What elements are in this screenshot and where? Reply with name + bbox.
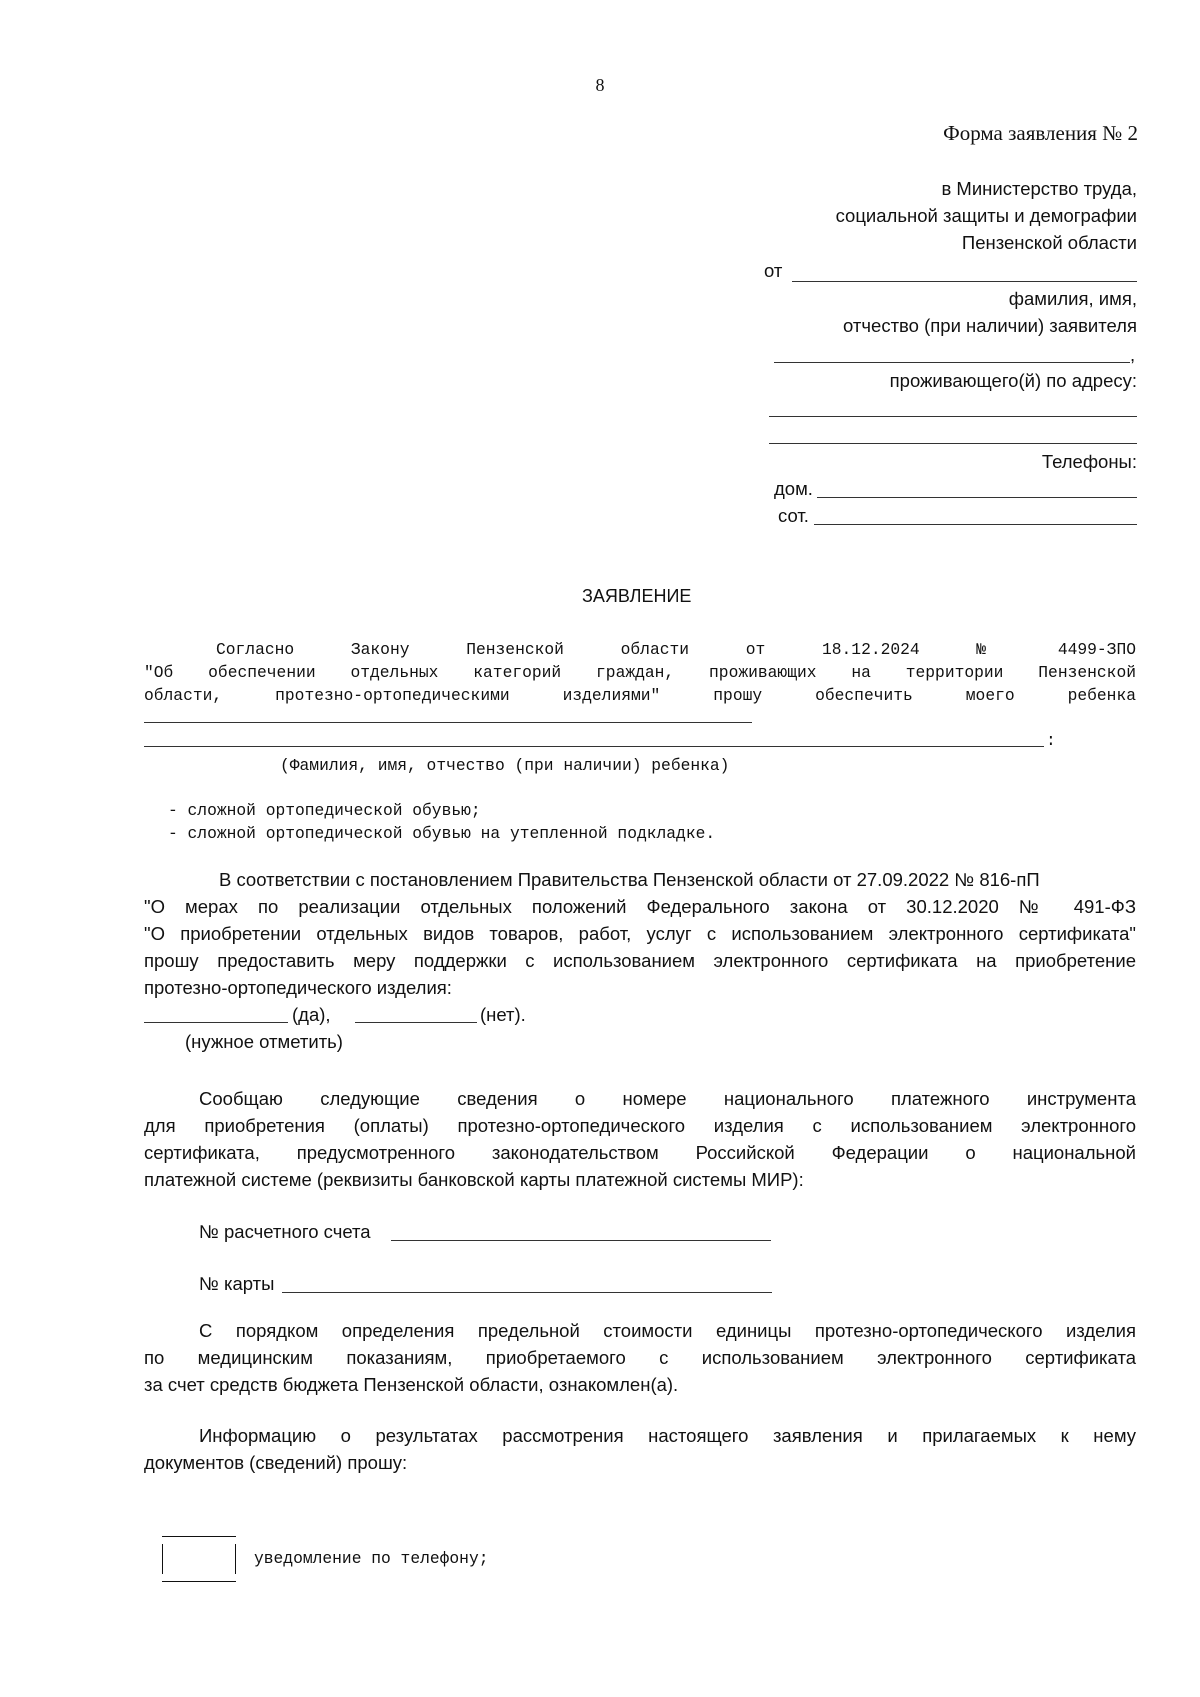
applicant-name-field[interactable] bbox=[792, 281, 1137, 282]
account-label: № расчетного счета bbox=[199, 1221, 371, 1242]
child-name-field-2[interactable] bbox=[144, 746, 1044, 747]
address-field-2[interactable] bbox=[769, 443, 1137, 444]
mobile-phone-label: сот. bbox=[778, 505, 809, 526]
cert-paragraph-line-4: прошу предоставить меру поддержки с использованием электронного сертификата на приобретение bbox=[144, 950, 1136, 971]
page-number: 8 bbox=[595, 75, 605, 95]
fio-label-2: отчество (при наличии) заявителя bbox=[843, 315, 1137, 336]
mobile-phone-field[interactable] bbox=[814, 524, 1137, 525]
payment-paragraph-line-2: для приобретения (оплаты) протезно-ортопедического изделия с использованием электронного bbox=[144, 1115, 1136, 1136]
account-number-field[interactable] bbox=[391, 1240, 771, 1241]
addressee-line-1: в Министерство труда, bbox=[941, 178, 1137, 199]
address-label: проживающего(й) по адресу: bbox=[889, 370, 1137, 391]
card-number-field[interactable] bbox=[282, 1292, 772, 1293]
comma-mark: , bbox=[1130, 344, 1136, 365]
card-label: № карты bbox=[199, 1273, 275, 1294]
phone-notice-label: уведомление по телефону; bbox=[254, 1549, 489, 1568]
price-paragraph-line-1: С порядком определения предельной стоимости единицы протезно-ортопедического изделия bbox=[199, 1320, 1136, 1341]
list-item: - сложной ортопедической обувью; bbox=[168, 801, 481, 820]
info-paragraph-line-2: документов (сведений) прошу: bbox=[144, 1452, 408, 1473]
no-mark-field[interactable] bbox=[355, 1022, 477, 1023]
payment-paragraph-line-3: сертификата, предусмотренного законодательством Российской Федерации о национальной bbox=[144, 1142, 1136, 1163]
yes-mark-field[interactable] bbox=[144, 1022, 288, 1023]
from-label: от bbox=[764, 260, 783, 281]
addressee-line-3: Пензенской области bbox=[961, 232, 1137, 253]
applicant-name-field-2[interactable] bbox=[774, 362, 1130, 363]
home-phone-label: дом. bbox=[774, 478, 813, 499]
law-paragraph-line-3: области, протезно-ортопедическими изделиями" прошу обеспечить моего ребенка bbox=[144, 686, 1136, 705]
list-item: - сложной ортопедической обувью на утепленной подкладке. bbox=[168, 824, 716, 843]
yes-label: (да), bbox=[292, 1004, 331, 1025]
no-label: (нет). bbox=[480, 1004, 526, 1025]
info-paragraph-line-1: Информацию о результатах рассмотрения настоящего заявления и прилагаемых к нему bbox=[199, 1425, 1136, 1446]
law-paragraph-line-1: Согласно Закону Пензенской области от 18.12.2024 № 4499-ЗПО bbox=[216, 640, 1136, 659]
cert-paragraph-line-2: "О мерах по реализации отдельных положений Федерального закона от 30.12.2020 № 491-ФЗ bbox=[144, 896, 1136, 917]
phone-notice-checkbox[interactable] bbox=[162, 1536, 236, 1582]
price-paragraph-line-3: за счет средств бюджета Пензенской области, ознакомлен(а). bbox=[144, 1374, 679, 1395]
form-title: Форма заявления № 2 bbox=[943, 121, 1138, 145]
cert-paragraph-line-5: протезно-ортопедического изделия: bbox=[144, 977, 452, 998]
law-paragraph-line-2: "Об обеспечении отдельных категорий граждан, проживающих на территории Пензенской bbox=[144, 663, 1136, 682]
payment-paragraph-line-1: Сообщаю следующие сведения о номере национального платежного инструмента bbox=[199, 1088, 1136, 1109]
child-name-colon: : bbox=[1046, 731, 1056, 750]
mark-note: (нужное отметить) bbox=[185, 1031, 343, 1052]
addressee-line-2: социальной защиты и демографии bbox=[835, 205, 1137, 226]
cert-paragraph-line-1: В соответствии с постановлением Правительства Пензенской области от 27.09.2022 № 816-пП bbox=[219, 869, 1040, 890]
child-name-caption: (Фамилия, имя, отчество (при наличии) ребенка) bbox=[280, 756, 730, 775]
phones-label: Телефоны: bbox=[1041, 451, 1137, 472]
payment-paragraph-line-4: платежной системе (реквизиты банковской карты платежной системы МИР): bbox=[144, 1169, 804, 1190]
address-field-1[interactable] bbox=[769, 416, 1137, 417]
document-title: ЗАЯВЛЕНИЕ bbox=[582, 586, 692, 606]
cert-paragraph-line-3: "О приобретении отдельных видов товаров, работ, услуг с использованием электронного сертификата" bbox=[144, 923, 1136, 944]
child-name-field-1[interactable] bbox=[144, 722, 752, 723]
home-phone-field[interactable] bbox=[817, 497, 1137, 498]
price-paragraph-line-2: по медицинским показаниям, приобретаемого с использованием электронного сертификата bbox=[144, 1347, 1136, 1368]
fio-label-1: фамилия, имя, bbox=[1008, 288, 1137, 309]
